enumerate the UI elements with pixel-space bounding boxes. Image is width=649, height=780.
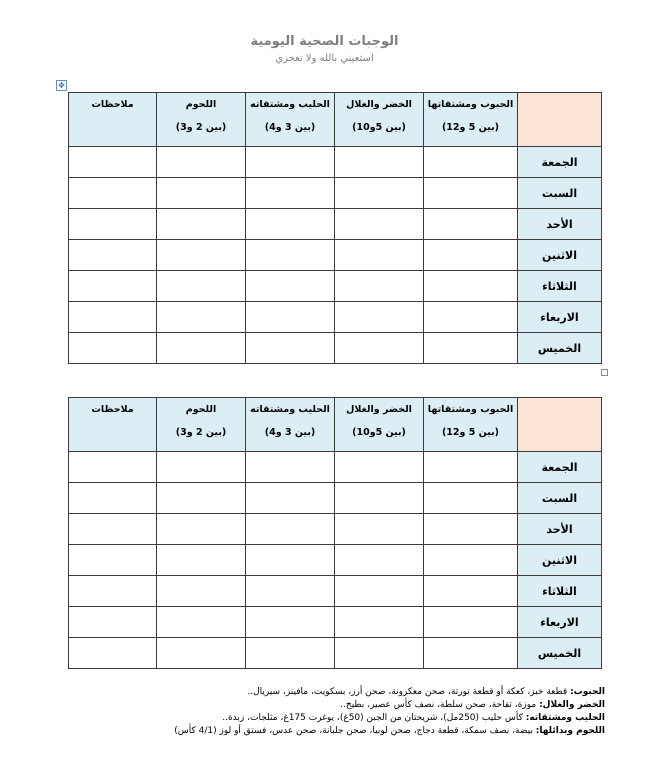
note-label: اللحوم وبدائلها: xyxy=(535,726,605,736)
entry-cell[interactable] xyxy=(335,240,424,271)
entry-cell[interactable] xyxy=(69,638,157,669)
entry-cell[interactable] xyxy=(157,607,246,638)
table-row xyxy=(69,638,602,669)
note-label: الحبوب: xyxy=(570,687,605,697)
entry-cell[interactable] xyxy=(424,302,518,333)
column-header xyxy=(246,398,335,452)
entry-cell[interactable] xyxy=(69,452,157,483)
column-header-range: (بين 5و10) xyxy=(352,427,406,438)
column-header xyxy=(246,93,335,147)
entry-cell[interactable] xyxy=(157,514,246,545)
entry-cell[interactable] xyxy=(246,452,335,483)
entry-cell[interactable] xyxy=(424,178,518,209)
entry-cell[interactable] xyxy=(157,209,246,240)
note-line xyxy=(68,699,605,712)
table-row xyxy=(69,576,602,607)
entry-cell[interactable] xyxy=(246,607,335,638)
entry-cell[interactable] xyxy=(157,545,246,576)
entry-cell[interactable] xyxy=(335,607,424,638)
column-header-name: ملاحظات xyxy=(91,99,134,110)
entry-cell[interactable] xyxy=(157,147,246,178)
table-row xyxy=(69,209,602,240)
day-label: الأحد xyxy=(518,514,602,545)
entry-cell[interactable] xyxy=(69,147,157,178)
column-header-name: اللحوم xyxy=(185,404,217,415)
entry-cell[interactable] xyxy=(335,545,424,576)
note-line xyxy=(68,725,605,738)
entry-cell[interactable] xyxy=(69,271,157,302)
entry-cell[interactable] xyxy=(246,209,335,240)
entry-cell[interactable] xyxy=(424,240,518,271)
entry-cell[interactable] xyxy=(157,178,246,209)
table-row xyxy=(69,147,602,178)
page-title: الوجبات الصحية اليومية xyxy=(250,34,399,49)
meal-table-1 xyxy=(68,92,602,364)
day-label: الثلاثاء xyxy=(518,271,602,302)
table-row xyxy=(69,240,602,271)
table-resize-handle[interactable] xyxy=(601,369,608,376)
table-row xyxy=(69,514,602,545)
entry-cell[interactable] xyxy=(335,178,424,209)
column-header-name: الحبوب ومشتقاتها xyxy=(427,404,514,415)
entry-cell[interactable] xyxy=(246,545,335,576)
day-label: الاربعاء xyxy=(518,302,602,333)
entry-cell[interactable] xyxy=(246,638,335,669)
entry-cell[interactable] xyxy=(69,178,157,209)
column-header xyxy=(157,93,246,147)
entry-cell[interactable] xyxy=(246,333,335,364)
column-header-name: الخضر والغلال xyxy=(346,99,412,110)
day-label: الاثنين xyxy=(518,240,602,271)
entry-cell[interactable] xyxy=(246,240,335,271)
entry-cell[interactable] xyxy=(157,452,246,483)
day-label: الخميس xyxy=(518,333,602,364)
column-header-name: الحبوب ومشتقاتها xyxy=(427,99,514,110)
entry-cell[interactable] xyxy=(157,271,246,302)
entry-cell[interactable] xyxy=(335,333,424,364)
day-label: السبت xyxy=(518,178,602,209)
column-header-name: الخضر والغلال xyxy=(346,404,412,415)
column-header xyxy=(335,93,424,147)
entry-cell[interactable] xyxy=(424,576,518,607)
entry-cell[interactable] xyxy=(335,638,424,669)
table-row xyxy=(69,302,602,333)
entry-cell[interactable] xyxy=(69,302,157,333)
entry-cell[interactable] xyxy=(246,147,335,178)
entry-cell[interactable] xyxy=(69,545,157,576)
note-text: كأس حليب (250مل)، شريحتان من الجبن (50غ)، يوغرت 175غ، مثلجات، زبدة.. xyxy=(222,713,526,723)
table-row xyxy=(69,271,602,302)
entry-cell[interactable] xyxy=(335,514,424,545)
move-handle-icon[interactable]: ✥ xyxy=(56,80,67,91)
entry-cell[interactable] xyxy=(335,483,424,514)
entry-cell[interactable] xyxy=(424,452,518,483)
entry-cell[interactable] xyxy=(335,209,424,240)
entry-cell[interactable] xyxy=(157,240,246,271)
note-label: الخضر والغلال: xyxy=(539,700,605,710)
entry-cell[interactable] xyxy=(424,514,518,545)
entry-cell[interactable] xyxy=(69,333,157,364)
entry-cell[interactable] xyxy=(424,607,518,638)
entry-cell[interactable] xyxy=(335,452,424,483)
day-label: الاثنين xyxy=(518,545,602,576)
header-corner-cell xyxy=(518,93,602,147)
column-header-range: (بين 3 و4) xyxy=(264,427,316,438)
entry-cell[interactable] xyxy=(69,240,157,271)
entry-cell[interactable] xyxy=(424,271,518,302)
day-label: السبت xyxy=(518,483,602,514)
day-label: الجمعة xyxy=(518,147,602,178)
table-row xyxy=(69,607,602,638)
column-header-range: (بين 3 و4) xyxy=(264,122,316,133)
note-text: موزة، تفاحة، صحن سلطة، نصف كأس عصير، بطيخ.. xyxy=(340,700,540,710)
entry-cell[interactable] xyxy=(157,576,246,607)
food-groups-notes xyxy=(68,686,605,738)
column-header xyxy=(69,398,157,452)
entry-cell[interactable] xyxy=(69,514,157,545)
entry-cell[interactable] xyxy=(157,302,246,333)
meal-table-2 xyxy=(68,397,602,669)
column-header-range: (بين 5 و12) xyxy=(441,427,500,438)
column-header-range: (بين 2 و3) xyxy=(175,427,227,438)
entry-cell[interactable] xyxy=(246,483,335,514)
entry-cell[interactable] xyxy=(246,178,335,209)
entry-cell[interactable] xyxy=(335,147,424,178)
page-subtitle: استعيني بالله ولا تعجزي xyxy=(275,53,374,64)
day-label: الثلاثاء xyxy=(518,576,602,607)
day-label: الاربعاء xyxy=(518,607,602,638)
entry-cell[interactable] xyxy=(424,209,518,240)
entry-cell[interactable] xyxy=(335,576,424,607)
note-text: قطعة خبز، كعكة أو قطعة تورتة، صحن معكرونة، صحن أرز، بسكويت، مافينز، سيريال.. xyxy=(247,687,571,697)
entry-cell[interactable] xyxy=(69,209,157,240)
column-header-name: ملاحظات xyxy=(91,404,134,415)
note-line xyxy=(68,686,605,699)
entry-cell[interactable] xyxy=(424,483,518,514)
entry-cell[interactable] xyxy=(246,271,335,302)
day-label: الخميس xyxy=(518,638,602,669)
entry-cell[interactable] xyxy=(157,483,246,514)
column-header xyxy=(424,93,518,147)
table-row xyxy=(69,483,602,514)
table-row xyxy=(69,333,602,364)
note-label: الحليب ومشتقاته: xyxy=(525,713,605,723)
column-header-range: (بين 2 و3) xyxy=(175,122,227,133)
entry-cell[interactable] xyxy=(246,576,335,607)
entry-cell[interactable] xyxy=(69,576,157,607)
entry-cell[interactable] xyxy=(424,333,518,364)
table-row xyxy=(69,545,602,576)
note-line xyxy=(68,712,605,725)
column-header xyxy=(69,93,157,147)
column-header-name: الحليب ومشتقاته xyxy=(250,404,330,415)
entry-cell[interactable] xyxy=(69,607,157,638)
entry-cell[interactable] xyxy=(335,271,424,302)
entry-cell[interactable] xyxy=(424,147,518,178)
day-label: الأحد xyxy=(518,209,602,240)
column-header-range: (بين 5و10) xyxy=(352,122,406,133)
column-header xyxy=(424,398,518,452)
column-header-range: (بين 5 و12) xyxy=(441,122,500,133)
entry-cell[interactable] xyxy=(157,333,246,364)
table-row xyxy=(69,178,602,209)
entry-cell[interactable] xyxy=(424,638,518,669)
column-header-name: اللحوم xyxy=(185,99,217,110)
column-header-name: الحليب ومشتقاته xyxy=(250,99,330,110)
entry-cell[interactable] xyxy=(69,483,157,514)
entry-cell[interactable] xyxy=(246,302,335,333)
entry-cell[interactable] xyxy=(157,638,246,669)
column-header xyxy=(335,398,424,452)
column-header xyxy=(157,398,246,452)
entry-cell[interactable] xyxy=(424,545,518,576)
header-corner-cell xyxy=(518,398,602,452)
entry-cell[interactable] xyxy=(246,514,335,545)
entry-cell[interactable] xyxy=(335,302,424,333)
note-text: بيضة، نصف سمكة، قطعة دجاج، صحن لوبيا، صحن جلبانة، صحن عدس، فستق أو لوز (4/1 كأس) xyxy=(174,726,536,736)
day-label: الجمعة xyxy=(518,452,602,483)
table-row xyxy=(69,452,602,483)
